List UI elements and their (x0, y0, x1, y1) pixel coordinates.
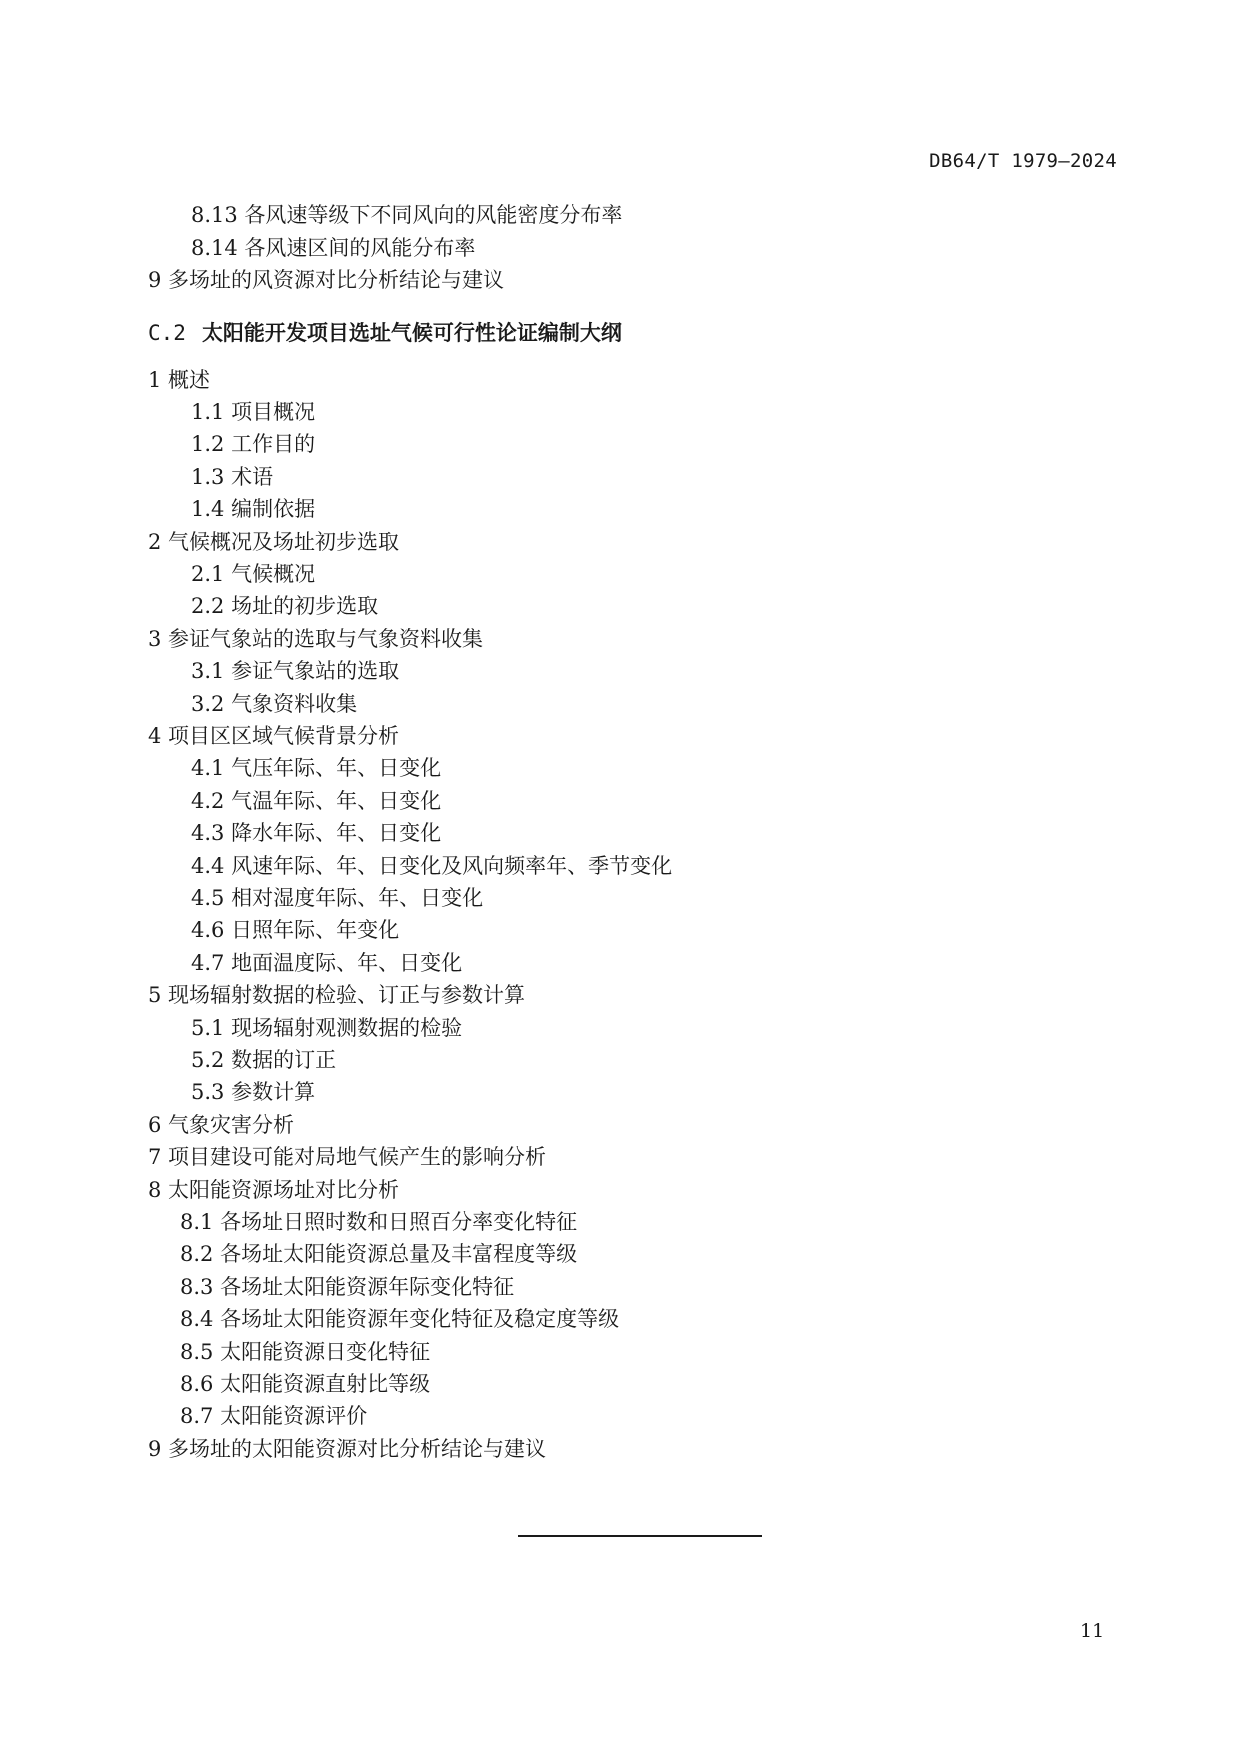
outline-item-6: 6 气象灾害分析 (148, 1113, 295, 1137)
continued-item-9: 9 多场址的风资源对比分析结论与建议 (148, 268, 505, 292)
outline-item-7: 7 项目建设可能对局地气候产生的影响分析 (148, 1145, 547, 1169)
outline-item-4-1: 4.1 气压年际、年、日变化 (191, 756, 442, 780)
outline-item-8-3: 8.3 各场址太阳能资源年际变化特征 (180, 1275, 515, 1299)
outline-item-4-5: 4.5 相对湿度年际、年、日变化 (191, 886, 484, 910)
outline-item-1-3: 1.3 术语 (191, 465, 274, 489)
outline-item-8-5: 8.5 太阳能资源日变化特征 (180, 1340, 431, 1364)
outline-item-2-1: 2.1 气候概况 (191, 562, 316, 586)
outline-item-5: 5 现场辐射数据的检验、订正与参数计算 (148, 983, 526, 1007)
outline-item-8-2: 8.2 各场址太阳能资源总量及丰富程度等级 (180, 1242, 578, 1266)
page-number: 11 (1080, 1620, 1105, 1642)
outline-item-3-1: 3.1 参证气象站的选取 (191, 659, 400, 683)
outline-item-4-4: 4.4 风速年际、年、日变化及风向频率年、季节变化 (191, 854, 673, 878)
outline-item-8: 8 太阳能资源场址对比分析 (148, 1178, 400, 1202)
outline-item-9: 9 多场址的太阳能资源对比分析结论与建议 (148, 1437, 547, 1461)
outline-item-5-2: 5.2 数据的订正 (191, 1048, 337, 1072)
end-of-document-rule (518, 1535, 762, 1537)
outline-item-8-6: 8.6 太阳能资源直射比等级 (180, 1372, 431, 1396)
section-title: 太阳能开发项目选址气候可行性论证编制大纲 (201, 321, 622, 345)
outline-item-3: 3 参证气象站的选取与气象资料收集 (148, 627, 484, 651)
outline-item-1-2: 1.2 工作目的 (191, 432, 316, 456)
outline-item-2: 2 气候概况及场址初步选取 (148, 530, 400, 554)
outline-item-4-2: 4.2 气温年际、年、日变化 (191, 789, 442, 813)
outline-item-4: 4 项目区区域气候背景分析 (148, 724, 400, 748)
outline-item-8-7: 8.7 太阳能资源评价 (180, 1404, 368, 1428)
continued-item-8-13: 8.13 各风速等级下不同风向的风能密度分布率 (191, 203, 623, 227)
outline-item-1-4: 1.4 编制依据 (191, 497, 316, 521)
continued-item-8-14: 8.14 各风速区间的风能分布率 (191, 236, 476, 260)
outline-item-8-4: 8.4 各场址太阳能资源年变化特征及稳定度等级 (180, 1307, 620, 1331)
outline-item-4-7: 4.7 地面温度际、年、日变化 (191, 951, 463, 975)
section-heading (148, 319, 622, 347)
outline-item-3-2: 3.2 气象资料收集 (191, 692, 358, 716)
outline-item-4-3: 4.3 降水年际、年、日变化 (191, 821, 442, 845)
outline-item-5-3: 5.3 参数计算 (191, 1080, 316, 1104)
outline-item-5-1: 5.1 现场辐射观测数据的检验 (191, 1016, 463, 1040)
outline-item-2-2: 2.2 场址的初步选取 (191, 594, 379, 618)
section-number: C.2 (148, 321, 186, 345)
outline-item-1: 1 概述 (148, 368, 211, 392)
outline-item-4-6: 4.6 日照年际、年变化 (191, 918, 400, 942)
outline-item-8-1: 8.1 各场址日照时数和日照百分率变化特征 (180, 1210, 578, 1234)
outline-item-1-1: 1.1 项目概况 (191, 400, 316, 424)
document-code: DB64/T 1979—2024 (929, 150, 1117, 172)
